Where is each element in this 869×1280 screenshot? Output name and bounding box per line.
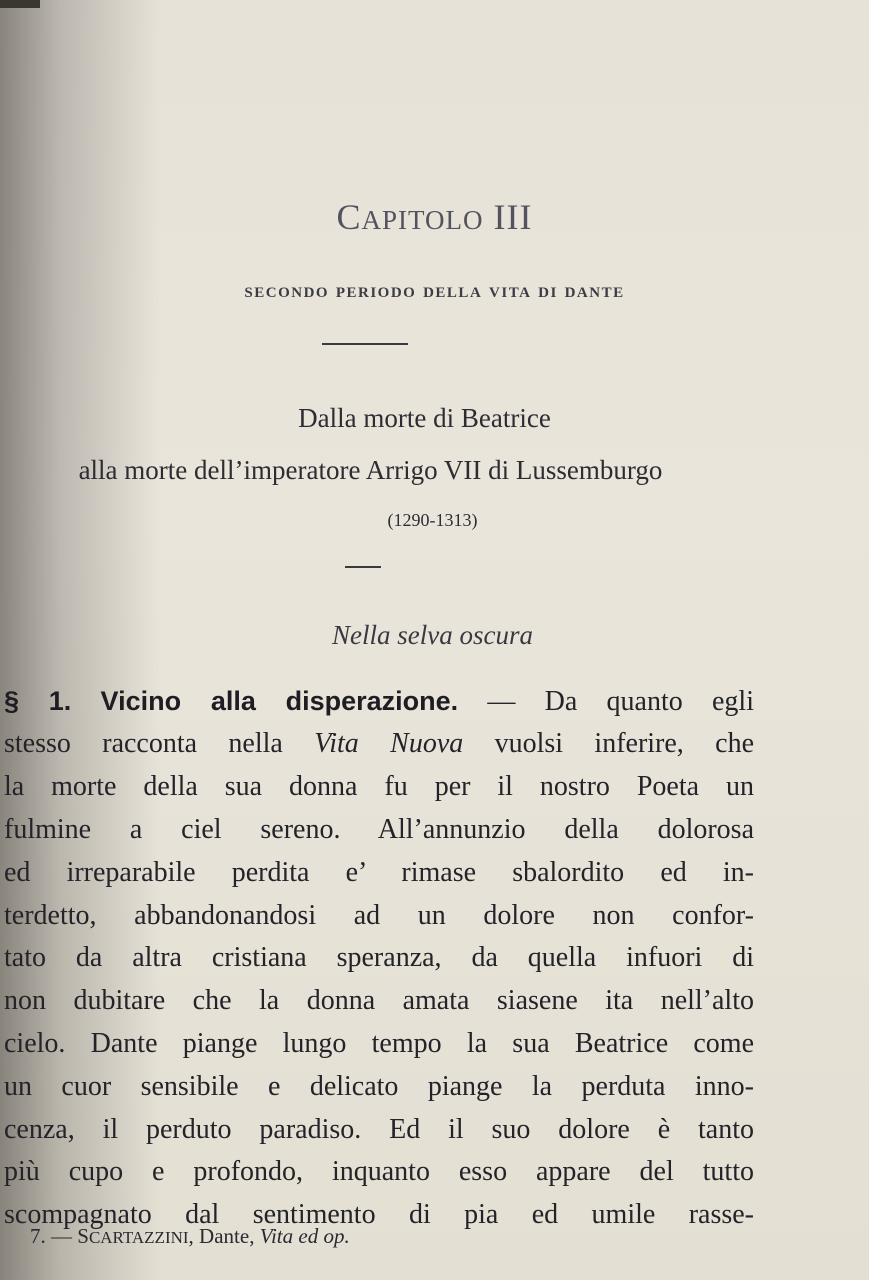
paragraph-line: un cuor sensibile e delicato piange la perduta inno-: [4, 1071, 754, 1102]
paragraph-text: stesso racconta nella: [4, 728, 283, 759]
chapter-numeral: III: [493, 197, 533, 237]
paragraph-line: ed irreparabile perdita e’ rimase sbalordito ed in-: [4, 857, 754, 888]
paragraph-line: scompagnato dal sentimento di pia ed umile rasse-: [4, 1199, 754, 1230]
paragraph-dash: —: [458, 686, 545, 717]
chapter-title-initial: C: [336, 197, 362, 237]
footer-subtitle: Vita ed op.: [259, 1224, 350, 1248]
book-title-italic: Vita Nuova: [314, 728, 464, 759]
period-line-1: Dalla morte di Beatrice: [298, 403, 551, 433]
paragraph-line: tato da altra cristiana speranza, da quella infuori di: [4, 942, 754, 973]
paragraph-line: fulmine a ciel sereno. All’annunzio della dolorosa: [4, 814, 754, 845]
divider-rule-short: [345, 566, 381, 568]
page-edge-strip: [0, 0, 40, 8]
paragraph-line: terdetto, abbandonandosi ad un dolore non confor-: [4, 900, 754, 931]
period-line-2: alla morte dell’imperatore Arrigo VII di Lussemburgo: [78, 455, 663, 485]
footer-title: , Dante,: [188, 1224, 255, 1248]
paragraph-line: cielo. Dante piange lungo tempo la sua Beatrice come: [4, 1028, 754, 1059]
section-title: Nella selva oscura: [332, 620, 533, 650]
paragraph-line: più cupo e profondo, inquanto esso appare del tutto: [4, 1156, 754, 1187]
divider-rule: [322, 343, 408, 345]
paragraph-number: § 1.: [4, 686, 72, 716]
paragraph-line: la morte della sua donna fu per il nostro Poeta un: [4, 771, 754, 802]
paragraph-line: [4, 728, 754, 760]
chapter-title-rest: APITOLO: [361, 205, 484, 235]
footer-author-initial: S: [77, 1224, 89, 1248]
chapter-title: [0, 196, 869, 238]
footer-author-rest: CARTAZZINI: [88, 1228, 189, 1247]
paragraph-line: cenza, il perduto paradiso. Ed il suo dolore è tanto: [4, 1114, 754, 1145]
paragraph-text: vuolsi inferire, che: [494, 728, 755, 759]
paragraph-line: non dubitare che la donna amata siasene ita nell’alto: [4, 985, 754, 1016]
footer-number: 7. —: [30, 1224, 72, 1248]
page-footer: [30, 1224, 350, 1249]
paragraph-heading: Vicino alla disperazione.: [100, 686, 459, 716]
chapter-subtitle: secondo periodo della vita di dante: [244, 278, 625, 302]
period-years: (1290-1313): [387, 510, 478, 530]
paragraph-line: [4, 686, 754, 718]
paragraph-text: Da quanto egli: [544, 686, 754, 717]
